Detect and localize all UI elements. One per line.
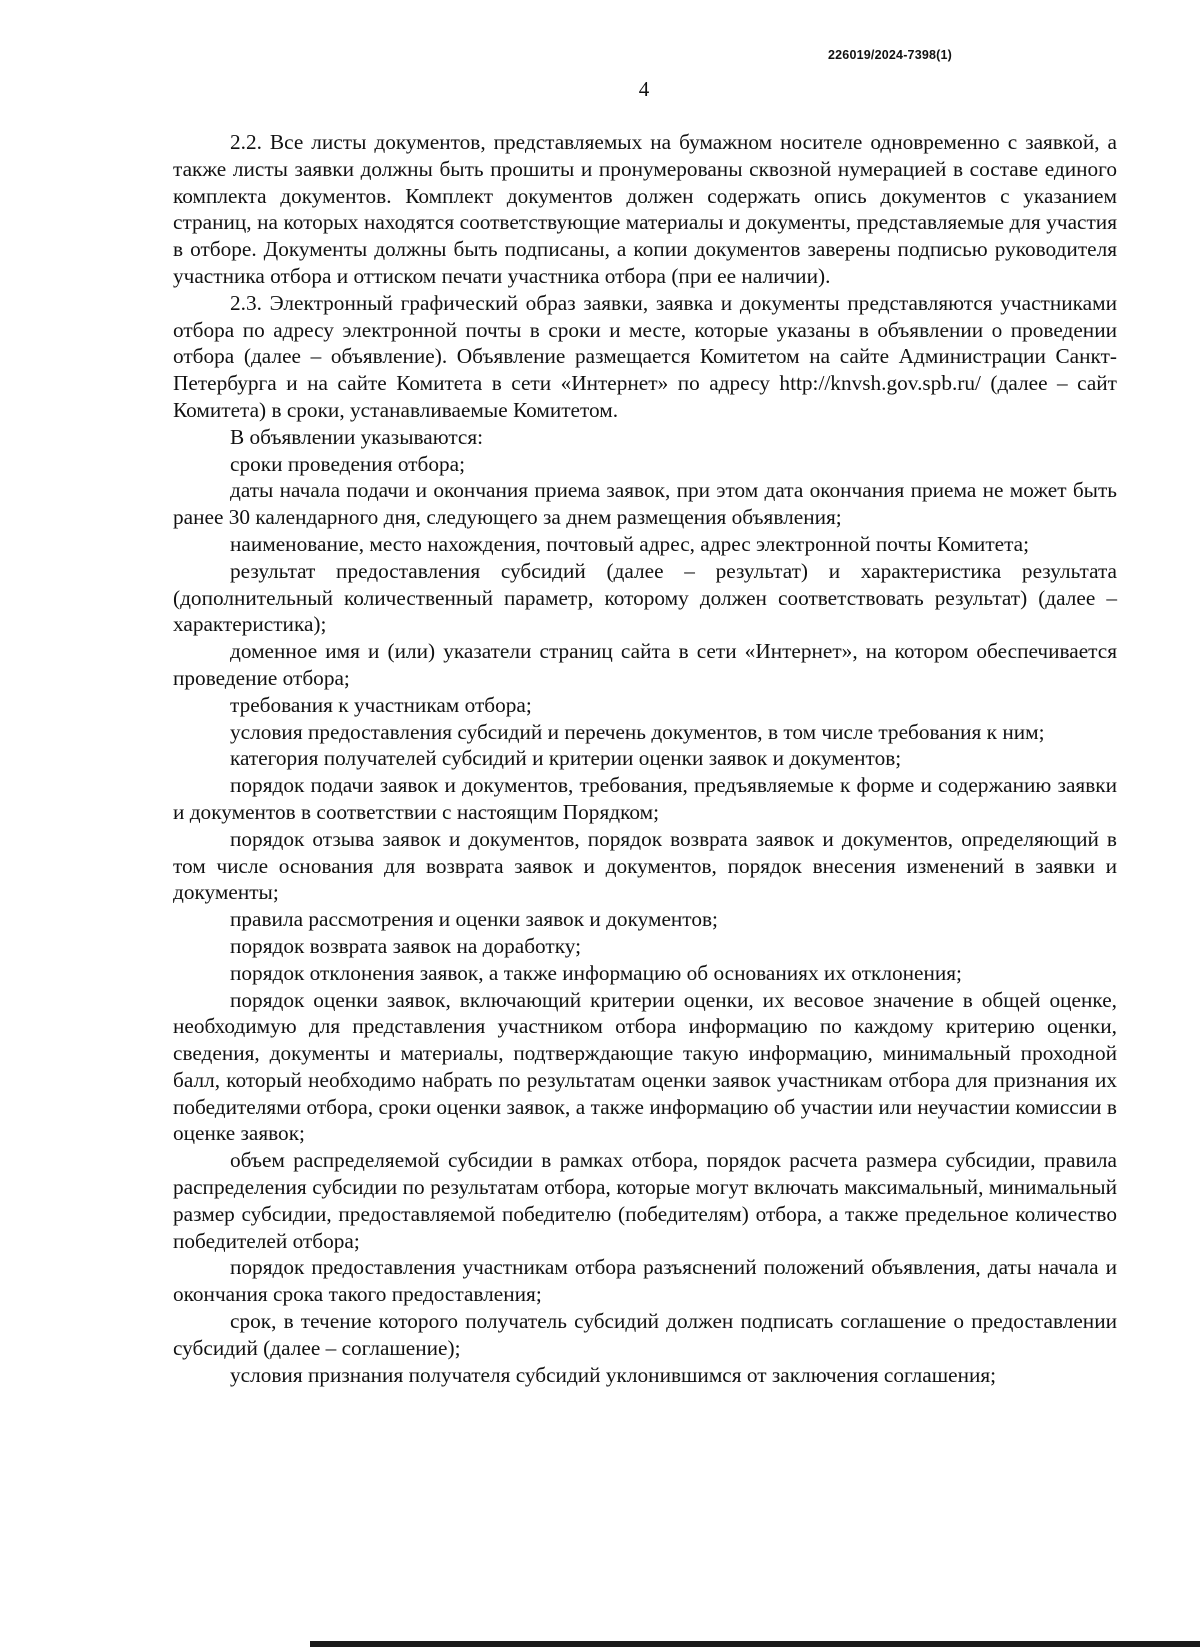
list-item: порядок отклонения заявок, а также информацию об основаниях их отклонения;: [230, 960, 962, 985]
list-item: правила рассмотрения и оценки заявок и документов;: [230, 907, 718, 932]
document-body: [173, 129, 1117, 1388]
list-item: требования к участникам отбора;: [230, 692, 532, 717]
list-item: порядок возврата заявок на доработку;: [230, 933, 582, 958]
scan-bottom-edge: [310, 1641, 1200, 1647]
paragraph-2-2: 2.2. Все листы документов, представляемых на бумажном носителе одновременно с заявкой, а также листы заявки должны быть прошиты и пронумерованы сквозной нумерацией в составе единого комплекта документов. Комплект документов должен содержать опись документов с указанием страниц, на которых находятся соответствующие материалы и документы, представляемые для участия в отборе. Документы должны быть подписаны, а копии документов заверены подписью руководителя участника отбора и оттиском печати участника отбора (при ее наличии).: [173, 130, 1117, 288]
announcement-intro: В объявлении указываются:: [230, 424, 484, 449]
list-item: сроки проведения отбора;: [230, 451, 465, 476]
page-number: 4: [638, 77, 650, 101]
list-item: доменное имя и (или) указатели страниц сайта в сети «Интернет», на котором обеспечивается проведение отбора;: [173, 639, 1117, 690]
list-item: порядок оценки заявок, включающий критерии оценки, их весовое значение в общей оценке, необходимую для представления участником отбора информацию по каждому критерию оценки, сведения, документы и материалы, подтверждающие такую информацию, минимальный проходной балл, который необходимо набрать по результатам оценки заявок участникам отбора для признания их победителями отбора, сроки оценки заявок, а также информацию об участии или неучастии комиссии в оценке заявок;: [173, 987, 1117, 1146]
list-item: объем распределяемой субсидии в рамках отбора, порядок расчета размера субсидии, правила распределения субсидии по результатам отбора, которые могут включать максимальный, минимальный размер субсидии, предоставляемой победителю (победителям) отбора, а также предельное количество победителей отбора;: [173, 1148, 1117, 1253]
list-item: даты начала подачи и окончания приема заявок, при этом дата окончания приема не может быть ранее 30 календарного дня, следующего за днем размещения объявления;: [173, 478, 1117, 530]
list-item: наименование, место нахождения, почтовый адрес, адрес электронной почты Комитета;: [230, 531, 1030, 556]
list-item: категория получателей субсидий и критерии оценки заявок и документов;: [230, 746, 902, 771]
list-item: порядок предоставления участникам отбора разъяснений положений объявления, даты начала и окончания срока такого предоставления;: [173, 1255, 1117, 1307]
list-item: срок, в течение которого получатель субсидий должен подписать соглашение о предоставлении субсидий (далее – соглашение);: [173, 1309, 1117, 1360]
list-item: порядок отзыва заявок и документов, порядок возврата заявок и документов, определяющий в том числе основания для возврата заявок и документов, порядок внесения изменений в заявки и документы;: [173, 826, 1117, 905]
list-item: порядок подачи заявок и документов, требования, предъявляемые к форме и содержанию заявки и документов в соответствии с настоящим Порядком;: [173, 773, 1117, 824]
paragraph-2-3: 2.3. Электронный графический образ заявки, заявка и документы представляются участниками отбора по адресу электронной почты в сроки и месте, которые указаны в объявлении о проведении отбора (далее – объявление). Объявление размещается Комитетом на сайте Администрации Санкт-Петербурга и на сайте Комитета в сети «Интернет» по адресу http://knvsh.gov.spb.ru/ (далее – сайт Комитета) в сроки, устанавливаемые Комитетом.: [173, 290, 1117, 422]
list-item: результат предоставления субсидий (далее – результат) и характеристика результата (дополнительный количественный параметр, которому должен соответствовать результат) (далее – характеристика);: [173, 558, 1117, 637]
list-item: условия признания получателя субсидий уклонившимся от заключения соглашения;: [230, 1362, 997, 1387]
list-item: условия предоставления субсидий и перечень документов, в том числе требования к ним;: [230, 719, 1045, 744]
document-registration-number: 226019/2024-7398(1): [828, 48, 953, 62]
